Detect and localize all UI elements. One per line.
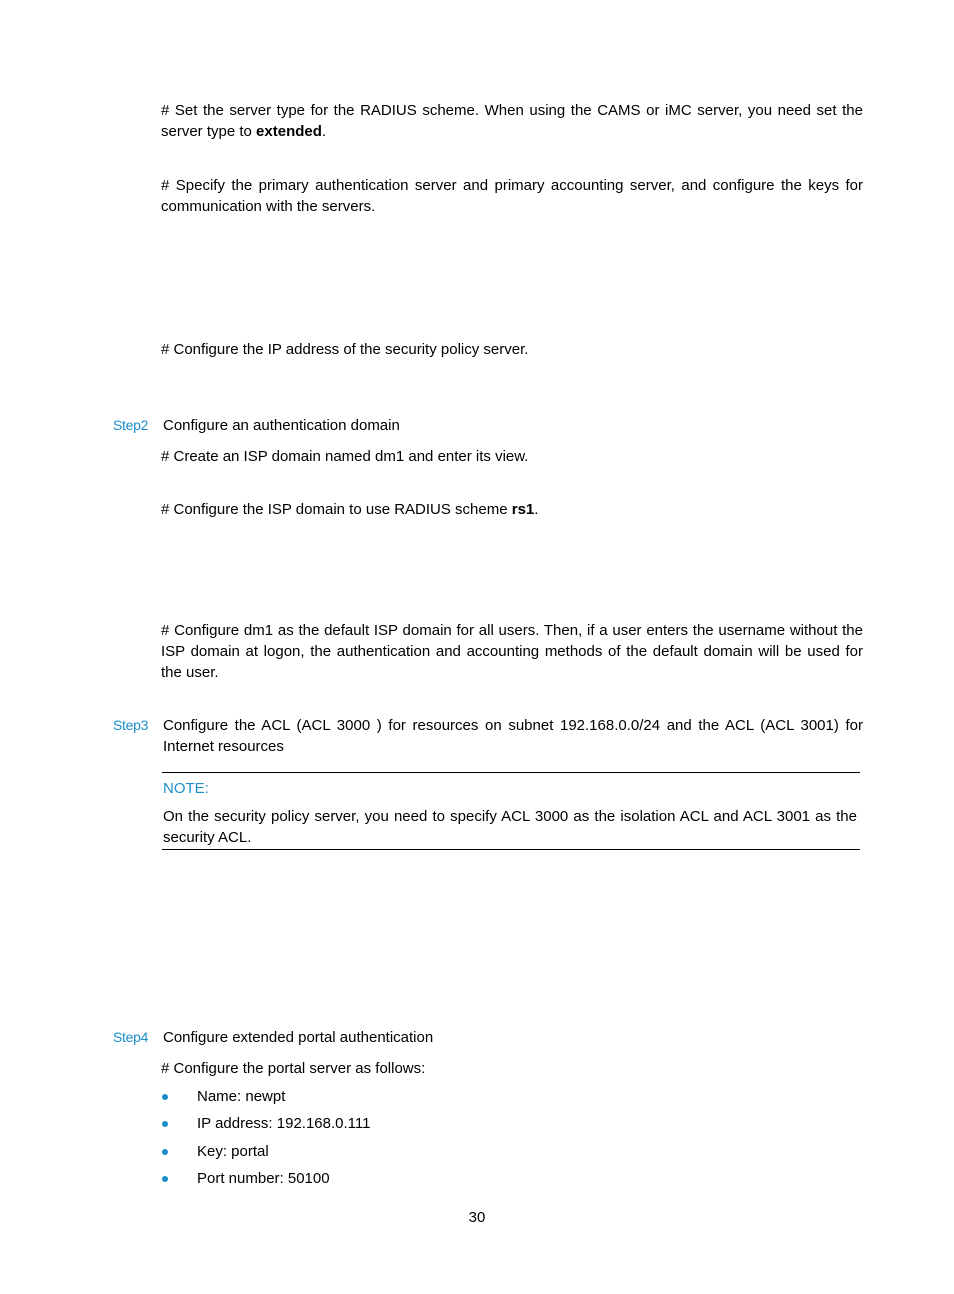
- paragraph-text: .: [321, 123, 327, 140]
- step-label-4: Step4: [113, 1029, 149, 1045]
- paragraph-default-domain: # Configure dm1 as the default ISP domain for all users. Then, if a user enters the username without the ISP domain at logon, the authentication and accounting methods of the default domain will be used for the user.: [161, 622, 863, 681]
- paragraph-server-type: [161, 100, 863, 142]
- paragraph-text: .: [534, 501, 539, 518]
- paragraph-text: # Configure the ISP domain to use RADIUS scheme: [161, 501, 512, 518]
- paragraph-text: # Set the server type for the RADIUS scheme. When using the CAMS or iMC server, you need set the server type to: [161, 102, 863, 140]
- paragraph-create-isp-domain: # Create an ISP domain named dm1 and enter its view.: [161, 448, 529, 465]
- bullet-icon: [161, 1148, 169, 1156]
- bold-keyword-extended: extended: [256, 123, 322, 140]
- note-body: On the security policy server, you need to specify ACL 3000 as the isolation ACL and ACL 3001 as the security ACL.: [163, 808, 857, 846]
- paragraph-radius-scheme: [161, 499, 863, 520]
- step-label-3: Step3: [113, 717, 149, 733]
- step-text-4: Configure extended portal authentication: [163, 1029, 434, 1046]
- step-text-3: Configure the ACL (ACL 3000 ) for resources on subnet 192.168.0.0/24 and the ACL (ACL 3001) for Internet resources: [163, 717, 863, 755]
- paragraph-security-policy-server: # Configure the IP address of the security policy server.: [161, 341, 529, 358]
- step-label-2: Step2: [113, 417, 149, 433]
- note-bottom-rule: [162, 849, 860, 850]
- paragraph-primary-servers: # Specify the primary authentication server and primary accounting server, and configure the keys for communication with the servers.: [161, 177, 863, 215]
- list-item: Key: portal: [197, 1143, 269, 1160]
- bullet-icon: [161, 1093, 169, 1101]
- bullet-icon: [161, 1120, 169, 1128]
- note-title: NOTE:: [163, 780, 209, 797]
- note-top-rule: [162, 772, 860, 773]
- list-item: Name: newpt: [197, 1088, 286, 1105]
- page-number: 30: [468, 1209, 486, 1226]
- bold-keyword-rs1: rs1: [511, 501, 535, 518]
- step-text-2: Configure an authentication domain: [163, 417, 400, 434]
- list-item: IP address: 192.168.0.111: [197, 1115, 371, 1132]
- paragraph-portal-server: # Configure the portal server as follows:: [161, 1060, 426, 1077]
- bullet-icon: [161, 1175, 169, 1183]
- list-item: Port number: 50100: [197, 1170, 330, 1187]
